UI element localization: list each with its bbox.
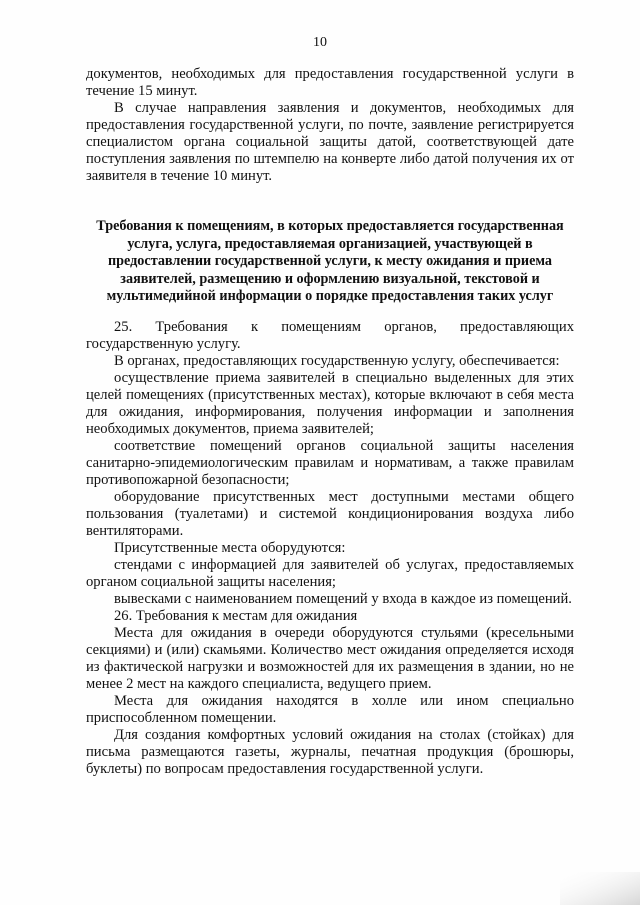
list-item: соответствие помещений органов социальной защиты населения санитарно-эпидемиологическим правилам и нормативам, а также правилам противопожарной безопасности; <box>86 437 574 488</box>
document-body <box>86 66 574 778</box>
list-item: оборудование присутственных мест доступными местами общего пользования (туалетами) и системой кондиционирования воздуха либо вентиляторами. <box>86 488 574 539</box>
list-item: стендами с информацией для заявителей об услугах, предоставляемых органом социальной защиты населения; <box>86 556 574 590</box>
list-item: вывесками с наименованием помещений у входа в каждое из помещений. <box>114 590 572 607</box>
list-item: осуществление приема заявителей в специально выделенных для этих целей помещениях (присутственных местах), которые включают в себя места для ожидания, информирования, получения информации и заполнения необходимых документов, приема заявителей; <box>86 369 574 437</box>
paragraph: В случае направления заявления и документов, необходимых для предоставления государственной услуги, по почте, заявление регистрируется специалистом органа социальной защиты датой, соответствующей дате поступления заявления по штемпелю на конверте либо датой получения их от заявителя в течение 10 минут. <box>86 100 574 184</box>
paragraph: Места для ожидания в очереди оборудуются стульями (кресельными секциями) и (или) скамьями. Количество мест ожидания определяется исходя из фактической нагрузки и возможностей для их размещения в здании, но не менее 2 мест на каждого специалиста, ведущего прием. <box>86 624 574 692</box>
equip-intro: Присутственные места оборудуются: <box>114 539 346 556</box>
paragraph: Места для ожидания находятся в холле или ином специально приспособленном помещении. <box>86 692 574 726</box>
scan-edge-shading <box>560 872 640 905</box>
paragraph: документов, необходимых для предоставления государственной услуги в течение 15 минут. <box>86 66 574 99</box>
page-number: 10 <box>313 35 327 50</box>
item-25-intro: В органах, предоставляющих государственную услугу, обеспечивается: <box>114 352 560 369</box>
item-25-title: 25. Требования к помещениям органов, предоставляющих государственную услугу. <box>86 318 574 352</box>
item-26-title: 26. Требования к местам для ожидания <box>114 607 358 624</box>
paragraph: Для создания комфортных условий ожидания на столах (стойках) для письма размещаются газеты, журналы, печатная продукция (брошюры, буклеты) по вопросам предоставления государственной услуги. <box>86 726 574 777</box>
section-heading: Требования к помещениям, в которых предоставляется государственная услуга, услуга, предоставляемая организацией, участвующей в предоставлении государственной услуги, к месту ожидания и приема заявителей, размещению и оформлению визуальной, текстовой и мультимедийной информации о порядке предоставления таких услуг <box>96 218 564 304</box>
